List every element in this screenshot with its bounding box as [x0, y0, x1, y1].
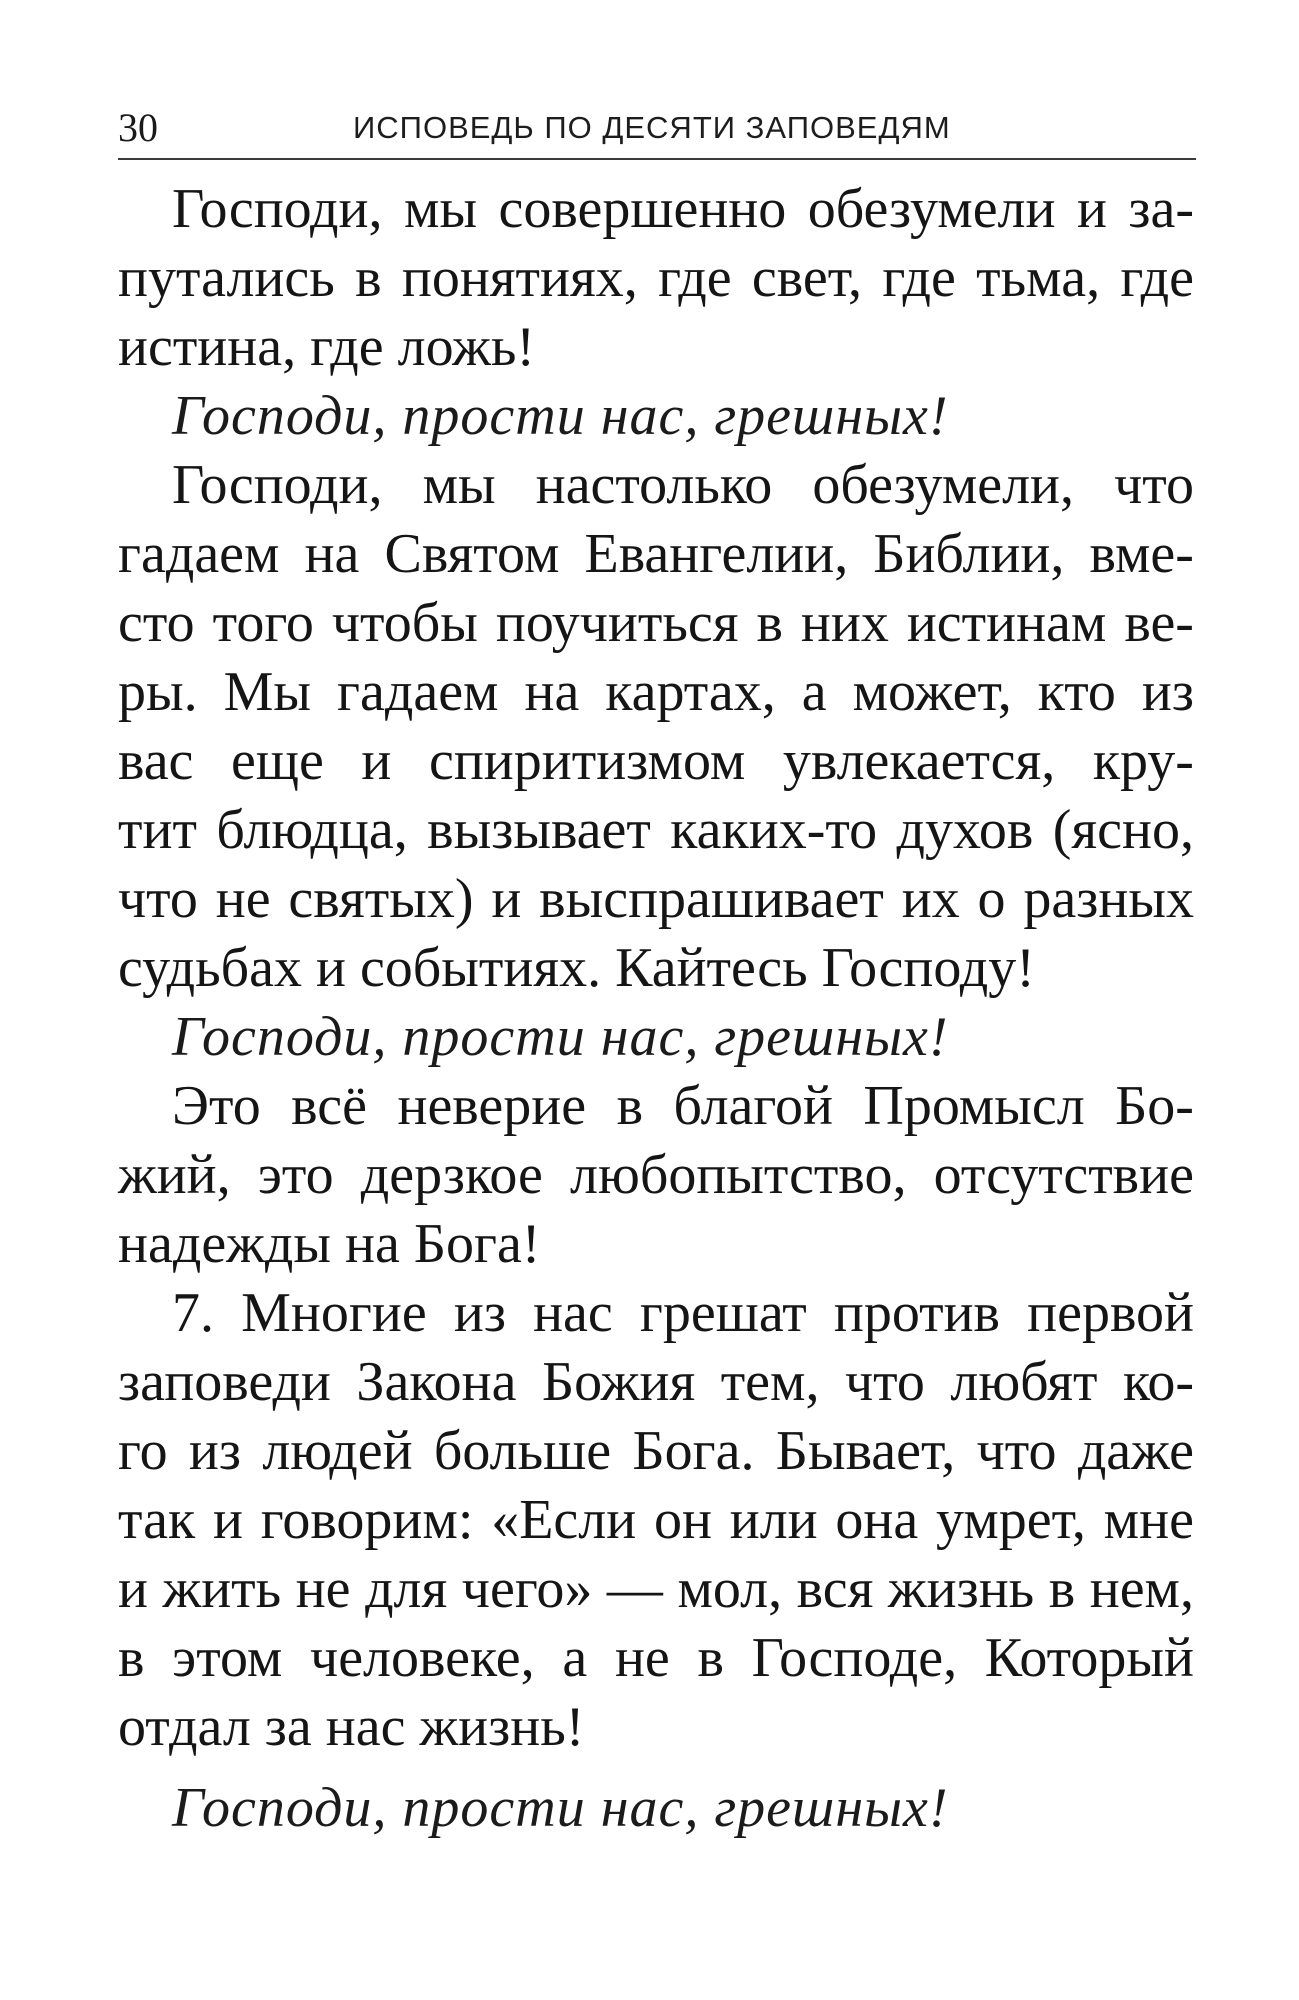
word: дерзкое — [360, 1144, 543, 1206]
word: вас — [118, 730, 194, 792]
word: не — [295, 1558, 351, 1620]
word: гадаем — [118, 523, 280, 585]
word: для — [365, 1558, 448, 1620]
header-divider — [118, 158, 1196, 160]
text-line — [118, 1279, 1194, 1348]
text-line — [118, 1624, 1194, 1693]
word: он — [653, 1489, 712, 1551]
word: еще — [231, 730, 324, 792]
word: на — [344, 1213, 400, 1275]
word: выспрашивает — [539, 868, 884, 930]
word: неверие — [397, 1075, 587, 1137]
word: Мы — [223, 661, 312, 723]
word: в — [697, 1627, 724, 1689]
word: Промысл — [863, 1075, 1085, 1137]
word: не — [614, 1627, 670, 1689]
word: мол, — [677, 1558, 783, 1620]
word: и — [1076, 178, 1107, 240]
word: вызывает — [427, 799, 651, 861]
word: Господи, — [172, 178, 383, 240]
word: судьбах — [118, 937, 302, 999]
word: ве- — [1124, 592, 1194, 654]
word: где — [658, 247, 732, 309]
word: первой — [1027, 1282, 1194, 1344]
word: гадаем — [337, 661, 499, 723]
word: истинам — [906, 592, 1107, 654]
text-line — [118, 520, 1194, 589]
word: даже — [1077, 1420, 1194, 1482]
word: на — [304, 523, 360, 585]
word: Кайтесь — [615, 937, 808, 999]
word: в — [616, 1075, 644, 1137]
prayer-refrain: Господи, прости нас, грешных! — [172, 1777, 949, 1839]
word: что — [976, 1420, 1057, 1482]
word: Святом — [384, 523, 560, 585]
word: Бога. — [632, 1420, 755, 1482]
word: человеке, — [310, 1627, 535, 1689]
word: в — [756, 592, 783, 654]
word: увлекается, — [782, 730, 1056, 792]
word: что — [1114, 454, 1194, 516]
word: и — [315, 937, 346, 999]
word: в — [118, 1627, 145, 1689]
word: что — [844, 1351, 925, 1413]
word: — — [606, 1558, 663, 1620]
page-number: 30 — [118, 105, 158, 150]
word: истина, — [118, 316, 297, 378]
word: в — [1048, 1558, 1076, 1620]
text-line — [118, 589, 1194, 658]
word: и — [118, 1558, 148, 1620]
word: го — [118, 1420, 168, 1482]
word: что — [118, 868, 198, 930]
word: тит — [118, 799, 197, 861]
word: ры. — [118, 661, 198, 723]
word: Господе, — [751, 1627, 958, 1689]
text-line — [118, 244, 1194, 313]
word: отдал — [118, 1696, 251, 1758]
word: духов — [896, 799, 1034, 861]
word: тем, — [720, 1351, 820, 1413]
text-line — [118, 175, 1194, 244]
text-line — [118, 1210, 1194, 1279]
word: Господи, — [172, 454, 383, 516]
word: событиях. — [359, 937, 602, 999]
word: чего» — [461, 1558, 593, 1620]
prayer-refrain: Господи, прости нас, грешных! — [172, 1006, 949, 1068]
word: за — [264, 1696, 312, 1758]
word: вме- — [1089, 523, 1194, 585]
word: а — [801, 661, 827, 723]
text-line — [118, 1072, 1194, 1141]
text-line — [118, 1348, 1194, 1417]
word: обезумели — [807, 178, 1056, 240]
text-line — [118, 934, 1194, 1003]
word: вся — [796, 1558, 874, 1620]
word: людей — [262, 1420, 413, 1482]
word: из — [453, 1282, 506, 1344]
word: Бога! — [413, 1213, 541, 1275]
word: Многие — [241, 1282, 427, 1344]
prayer-refrain: Господи, прости нас, грешных! — [172, 385, 949, 447]
word: она — [835, 1489, 919, 1551]
word: из — [1141, 661, 1194, 723]
word: на — [524, 661, 580, 723]
word: против — [833, 1282, 1000, 1344]
word: Который — [984, 1627, 1194, 1689]
word: Бо- — [1115, 1075, 1194, 1137]
word: в — [355, 247, 382, 309]
text-line — [118, 1693, 1194, 1762]
word: и — [361, 730, 392, 792]
running-title: ИСПОВЕДЬ ПО ДЕСЯТИ ЗАПОВЕДЯМ — [353, 110, 951, 145]
word: где — [882, 247, 956, 309]
word: (ясно, — [1052, 799, 1194, 861]
word: совершенно — [498, 178, 787, 240]
word: путались — [118, 247, 335, 309]
word: мы — [404, 178, 478, 240]
word: обезумели, — [812, 454, 1075, 516]
word: свет, — [751, 247, 863, 309]
word: жизнь — [887, 1558, 1035, 1620]
word: ложь! — [397, 316, 536, 378]
word: надежды — [118, 1213, 331, 1275]
word: поучиться — [495, 592, 739, 654]
word: больше — [433, 1420, 612, 1482]
text-line — [118, 796, 1194, 865]
word: всё — [291, 1075, 367, 1137]
word: Закона — [356, 1351, 517, 1413]
page-body — [118, 175, 1194, 1843]
word: любят — [950, 1351, 1098, 1413]
word: разных — [1023, 868, 1194, 930]
word: за- — [1128, 178, 1194, 240]
word: спиритизмом — [428, 730, 746, 792]
word: благой — [673, 1075, 833, 1137]
word: жизнь! — [419, 1696, 585, 1758]
word: жить — [162, 1558, 282, 1620]
word: не — [215, 868, 271, 930]
word: жий, — [118, 1144, 231, 1206]
word: них — [800, 592, 889, 654]
word: тьма, — [976, 247, 1101, 309]
word: или — [729, 1489, 818, 1551]
word: Евангелии, — [584, 523, 849, 585]
word: картах, — [605, 661, 776, 723]
word: где — [1120, 247, 1194, 309]
word: и — [491, 868, 522, 930]
word: блюдца, — [216, 799, 408, 861]
word: Это — [172, 1075, 261, 1137]
word: чтобы — [331, 592, 478, 654]
text-line — [118, 1555, 1194, 1624]
word: Божия — [542, 1351, 696, 1413]
word: заповеди — [118, 1351, 331, 1413]
word: их — [901, 868, 960, 930]
word: умрет, — [936, 1489, 1086, 1551]
word: где — [310, 316, 384, 378]
word: грешат — [639, 1282, 807, 1344]
text-line — [118, 451, 1194, 520]
text-line — [118, 1486, 1194, 1555]
word: так — [118, 1489, 196, 1551]
word: понятиях, — [401, 247, 638, 309]
word: о — [977, 868, 1006, 930]
word: и — [213, 1489, 243, 1551]
word: Господу! — [821, 937, 1035, 999]
word: а — [562, 1627, 588, 1689]
text-line — [118, 658, 1194, 727]
word: Бывает, — [775, 1420, 956, 1482]
word: сто — [118, 592, 195, 654]
text-line — [118, 727, 1194, 796]
word: мне — [1103, 1489, 1194, 1551]
word: мы — [422, 454, 496, 516]
word: может, — [852, 661, 1012, 723]
word: каких-то — [670, 799, 878, 861]
word: «Если — [491, 1489, 637, 1551]
word: нас — [533, 1282, 613, 1344]
word: любопытство, — [570, 1144, 907, 1206]
word: нас — [325, 1696, 406, 1758]
word: того — [212, 592, 314, 654]
word: отсутствие — [933, 1144, 1194, 1206]
word: ко- — [1122, 1351, 1194, 1413]
word: говорим: — [260, 1489, 474, 1551]
word: это — [257, 1144, 334, 1206]
text-line — [118, 1141, 1194, 1210]
word: кто — [1037, 661, 1116, 723]
text-line — [118, 865, 1194, 934]
word: из — [188, 1420, 241, 1482]
text-line — [118, 313, 1194, 382]
word: святых) — [288, 868, 474, 930]
page-header — [118, 98, 1194, 158]
text-line — [118, 1417, 1194, 1486]
word: нем, — [1089, 1558, 1194, 1620]
word: 7. — [172, 1282, 214, 1344]
word: Библии, — [873, 523, 1065, 585]
word: этом — [172, 1627, 283, 1689]
word: настолько — [535, 454, 773, 516]
word: кру- — [1092, 730, 1194, 792]
